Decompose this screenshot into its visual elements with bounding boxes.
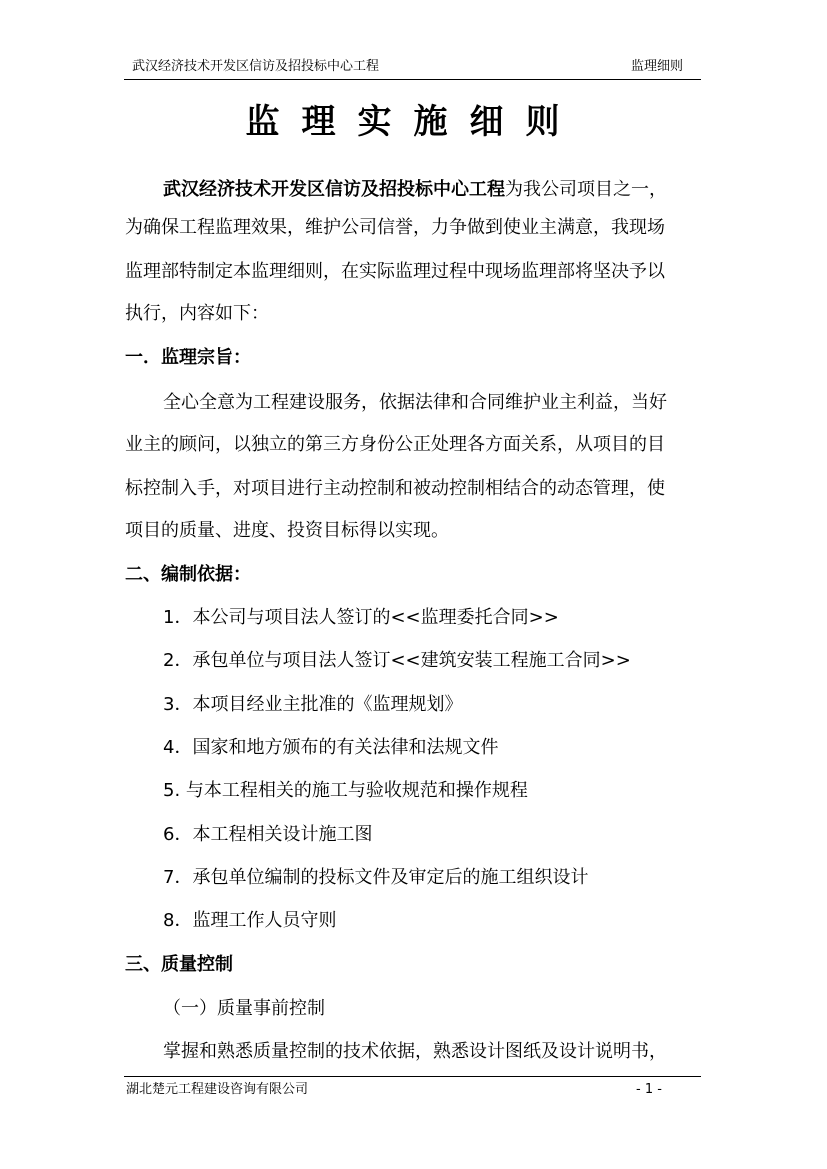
basis-item: 6．本工程相关设计施工图 <box>163 824 373 845</box>
section-3-line-1: 掌握和熟悉质量控制的技术依据，熟悉设计图纸及设计说明书， <box>163 1041 667 1062</box>
header-divider <box>124 79 701 80</box>
section-1-line-1: 全心全意为工程建设服务，依据法律和合同维护业主利益，当好 <box>163 392 667 413</box>
basis-item: 2．承包单位与项目法人签订<<建筑安装工程施工合同>> <box>163 650 631 671</box>
basis-item: 5. 与本工程相关的施工与验收规范和操作规程 <box>163 780 528 801</box>
footer-divider <box>124 1076 701 1077</box>
section-2-heading: 二、编制依据： <box>125 564 251 585</box>
page-number: - 1 - <box>636 1082 662 1097</box>
intro-line-3: 监理部特制定本监理细则，在实际监理过程中现场监理部将坚决予以 <box>125 261 665 282</box>
section-1-line-3: 标控制入手，对项目进行主动控制和被动控制相结合的动态管理，使 <box>125 478 665 499</box>
header-doc-type: 监理细则 <box>631 59 684 74</box>
intro-lead-rest: 为我公司项目之一， <box>505 179 667 200</box>
basis-item: 1．本公司与项目法人签订的<<监理委托合同>> <box>163 607 559 628</box>
page-title: 监理实施细则 <box>245 102 582 142</box>
basis-item: 4．国家和地方颁布的有关法律和法规文件 <box>163 737 499 758</box>
footer-company: 湖北楚元工程建设咨询有限公司 <box>126 1082 309 1097</box>
intro-line-1 <box>163 177 667 203</box>
section-1-line-4: 项目的质量、进度、投资目标得以实现。 <box>125 520 449 541</box>
section-1-line-2: 业主的顾问，以独立的第三方身份公正处理各方面关系，从项目的目 <box>125 434 665 455</box>
section-3-heading: 三、质量控制 <box>125 954 233 975</box>
basis-item: 3．本项目经业主批准的《监理规划》 <box>163 694 463 715</box>
intro-line-4: 执行，内容如下： <box>125 303 269 324</box>
intro-project-name: 武汉经济技术开发区信访及招投标中心工程 <box>163 179 505 200</box>
header-project-name: 武汉经济技术开发区信访及招投标中心工程 <box>132 59 380 74</box>
intro-line-2: 为确保工程监理效果，维护公司信誉，力争做到使业主满意，我现场 <box>125 217 665 238</box>
section-1-heading: 一．监理宗旨： <box>125 347 251 368</box>
basis-item: 7．承包单位编制的投标文件及审定后的施工组织设计 <box>163 867 589 888</box>
basis-item: 8．监理工作人员守则 <box>163 910 337 931</box>
section-3-subheading: （一）质量事前控制 <box>163 998 325 1019</box>
